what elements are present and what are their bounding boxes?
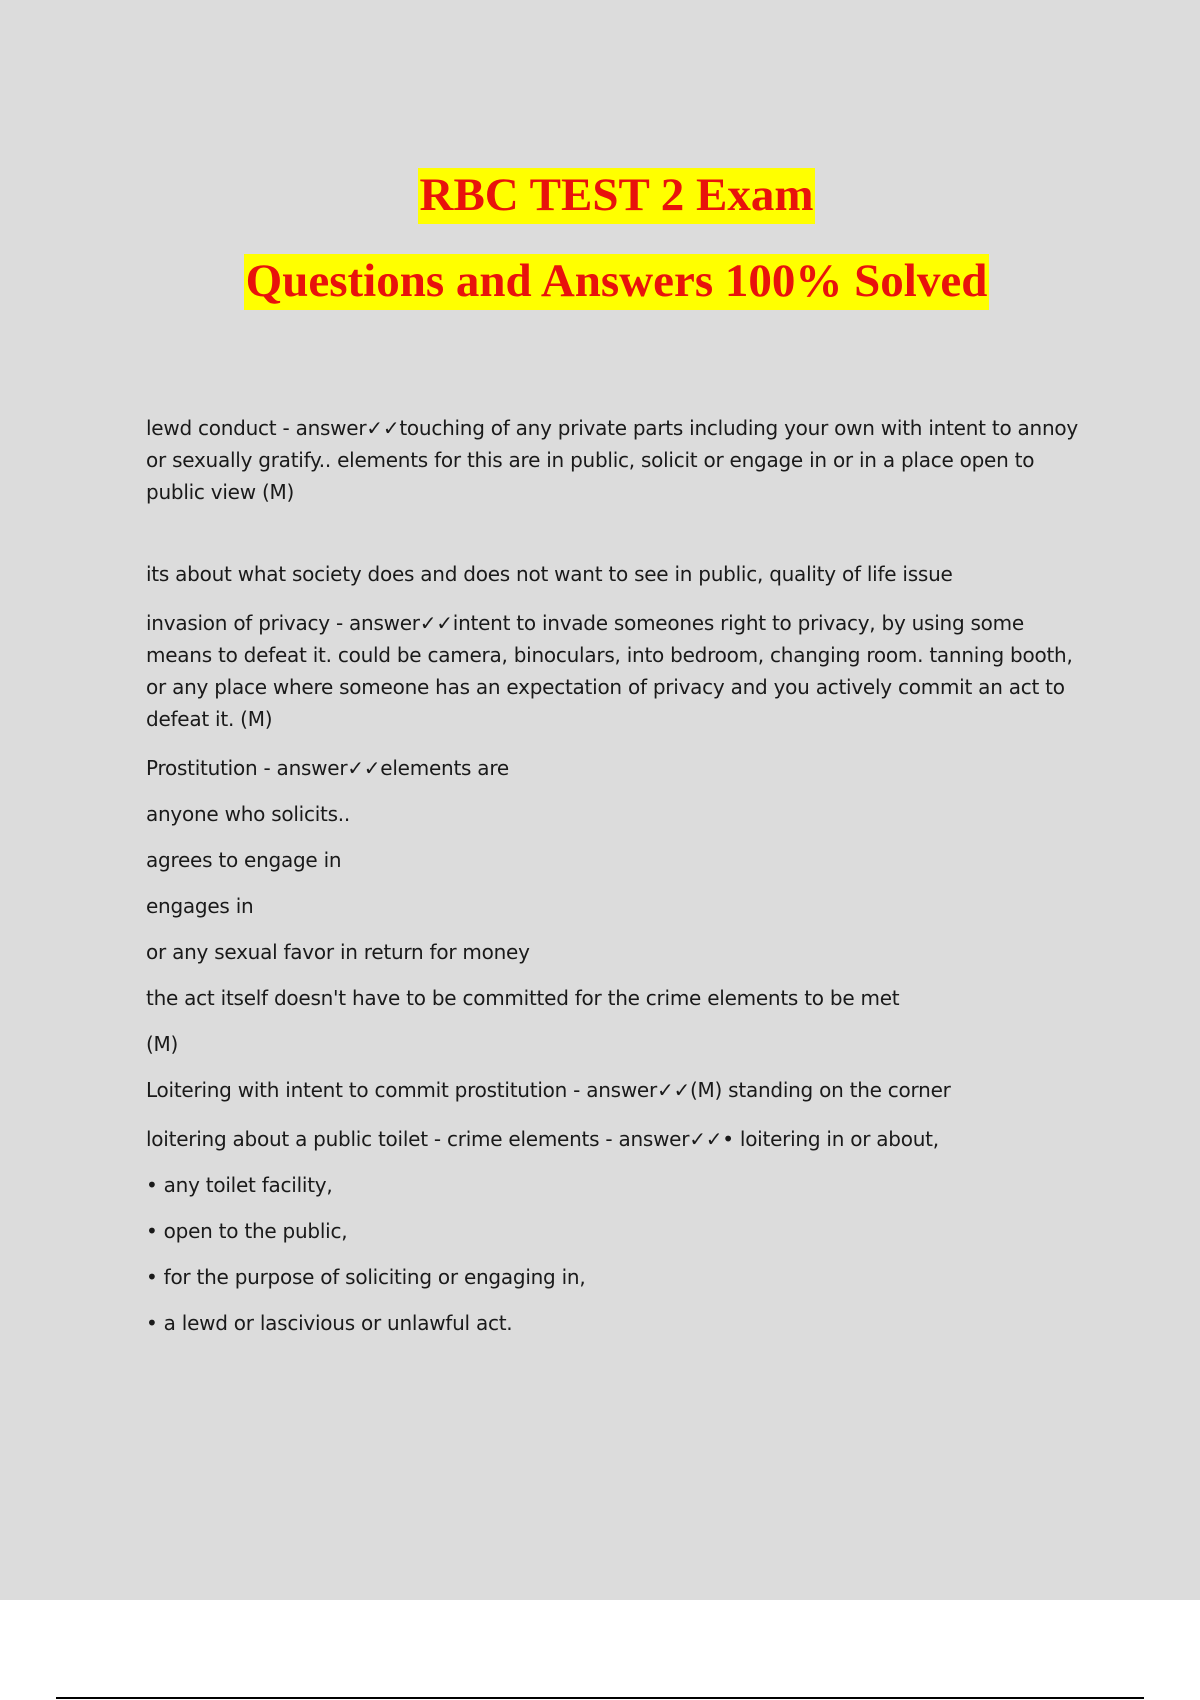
paragraph-agrees: agrees to engage in (146, 848, 342, 872)
paragraph-loitering-toilet: loitering about a public toilet - crime elements - answer✓✓• loitering in or about, (146, 1127, 939, 1151)
document-body (146, 412, 1086, 1353)
title-block (0, 168, 1200, 310)
paragraph-act-itself: the act itself doesn't have to be committed for the crime elements to be met (146, 986, 900, 1010)
bullet-item: • open to the public, (146, 1219, 348, 1243)
document-title: RBC TEST 2 Exam (418, 168, 816, 224)
paragraph-engages: engages in (146, 894, 254, 918)
paragraph-society-note: its about what society does and does not want to see in public, quality of life issue (146, 562, 953, 586)
paragraph-sexual-favor: or any sexual favor in return for money (146, 940, 530, 964)
bottom-divider (56, 1697, 1144, 1699)
paragraph-solicits: anyone who solicits.. (146, 802, 351, 826)
paragraph-prostitution: Prostitution - answer✓✓elements are (146, 756, 509, 780)
document-subtitle: Questions and Answers 100% Solved (244, 254, 990, 310)
paragraph-loitering-prostitution: Loitering with intent to commit prostitution - answer✓✓(M) standing on the corner (146, 1078, 951, 1102)
bullet-item: • for the purpose of soliciting or engaging in, (146, 1265, 586, 1289)
bullet-item: • any toilet facility, (146, 1173, 333, 1197)
paragraph-lewd-conduct: lewd conduct - answer✓✓touching of any private parts including your own with intent to annoy or sexually gratify.. elements for this are in public, solicit or engage in or in a place open to public view (M) (146, 416, 1078, 504)
bullet-item: • a lewd or lascivious or unlawful act. (146, 1311, 513, 1335)
paragraph-invasion-of-privacy: invasion of privacy - answer✓✓intent to invade someones right to privacy, by using some means to defeat it. could be camera, binoculars, into bedroom, changing room. tanning booth, or any place where someone has an expectation of privacy and you actively commit an act to defeat it. (M) (146, 611, 1073, 731)
paragraph-m-marker: (M) (146, 1032, 179, 1056)
